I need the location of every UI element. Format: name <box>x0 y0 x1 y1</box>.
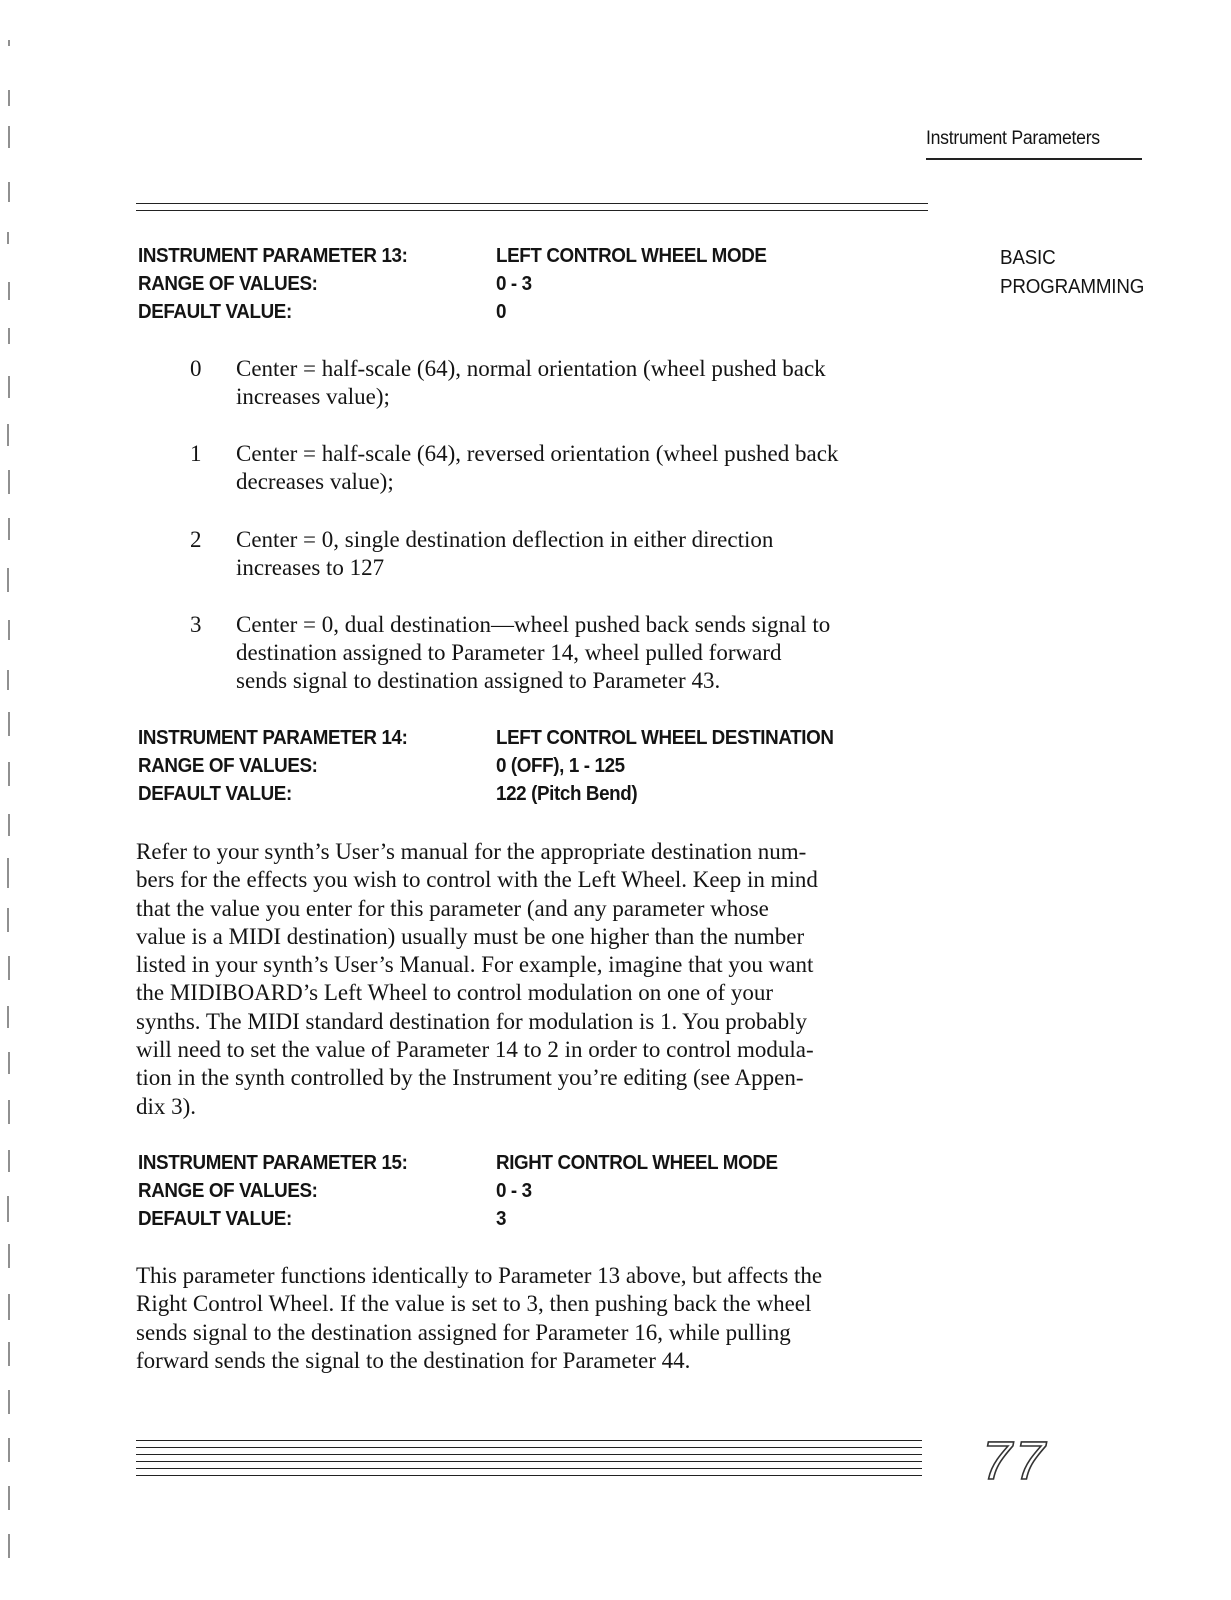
parameter-value: RIGHT CONTROL WHEEL MODE <box>496 1152 778 1174</box>
option-text-line: sends signal to destination assigned to Parameter 43. <box>236 668 721 693</box>
margin-scan-marks <box>0 0 40 1600</box>
parameter-label: DEFAULT VALUE: <box>138 301 292 323</box>
option-text <box>236 355 930 411</box>
parameter-value: 0 - 3 <box>496 273 532 295</box>
option-number: 2 <box>190 527 202 552</box>
top-rule-lower <box>136 210 928 211</box>
top-rule-upper <box>136 203 928 204</box>
parameter-14-description <box>136 838 936 1121</box>
option-number: 1 <box>190 441 202 466</box>
parameter-value: LEFT CONTROL WHEEL DESTINATION <box>496 727 834 749</box>
parameter-label: RANGE OF VALUES: <box>138 1180 318 1202</box>
parameter-value: 3 <box>496 1208 507 1230</box>
paragraph-line: Refer to your synth’s User’s manual for the appropriate destination num- <box>136 839 807 864</box>
sidebar-section-label <box>1000 244 1144 302</box>
paragraph-line: tion in the synth controlled by the Instrument you’re editing (see Appen- <box>136 1065 804 1091</box>
parameter-label: RANGE OF VALUES: <box>138 755 318 777</box>
footer-rule-1 <box>136 1440 922 1441</box>
parameter-value: 0 (OFF), 1 - 125 <box>496 755 625 777</box>
paragraph-line: bers for the effects you wish to control with the Left Wheel. Keep in mind <box>136 867 818 893</box>
parameter-label: INSTRUMENT PARAMETER 13: <box>138 245 408 267</box>
parameter-15-description <box>136 1262 936 1375</box>
paragraph-line: This parameter functions identically to Parameter 13 above, but affects the <box>136 1263 823 1288</box>
parameter-label: INSTRUMENT PARAMETER 14: <box>138 727 408 749</box>
paragraph-line: sends signal to the destination assigned for Parameter 16, while pulling <box>136 1319 791 1345</box>
parameter-label: DEFAULT VALUE: <box>138 1208 292 1230</box>
parameter-value: 122 (Pitch Bend) <box>496 783 638 805</box>
option-item-2 <box>190 526 930 582</box>
option-text-line: Center = 0, single destination deflection in either direction <box>236 527 774 552</box>
paragraph-line: dix 3). <box>136 1093 197 1119</box>
option-text-line: Center = half-scale (64), reversed orientation (wheel pushed back <box>236 441 839 466</box>
running-header-section-title: Instrument Parameters <box>926 128 1100 149</box>
option-text <box>236 440 930 496</box>
footer-rule-4 <box>136 1461 922 1462</box>
option-text-line: increases to 127 <box>236 555 385 580</box>
option-text <box>236 526 930 582</box>
option-item-1 <box>190 440 930 496</box>
option-text-line: destination assigned to Parameter 14, wheel pulled forward <box>236 640 782 665</box>
option-text-line: Center = half-scale (64), normal orientation (wheel pushed back <box>236 356 826 381</box>
parameter-label: INSTRUMENT PARAMETER 15: <box>138 1152 408 1174</box>
footer-rule-5 <box>136 1468 922 1469</box>
option-text-line: increases value); <box>236 384 390 409</box>
option-text-line: Center = 0, dual destination—wheel pushed back sends signal to <box>236 612 831 637</box>
footer-rule-3 <box>136 1454 922 1455</box>
header-underline <box>926 158 1142 160</box>
footer-rule-6 <box>136 1475 922 1476</box>
parameter-value: LEFT CONTROL WHEEL MODE <box>496 245 767 267</box>
sidebar-label-line-2: PROGRAMMING <box>1000 276 1145 298</box>
option-number: 3 <box>190 612 202 637</box>
option-item-0 <box>190 355 930 411</box>
paragraph-line: Right Control Wheel. If the value is set to 3, then pushing back the wheel <box>136 1291 812 1317</box>
sidebar-label-line-1: BASIC <box>1000 247 1056 269</box>
option-number: 0 <box>190 356 202 381</box>
page-number: 77 <box>982 1431 1049 1491</box>
parameter-label: DEFAULT VALUE: <box>138 783 292 805</box>
parameter-label: RANGE OF VALUES: <box>138 273 318 295</box>
option-text-line: decreases value); <box>236 469 394 494</box>
parameter-value: 0 - 3 <box>496 1180 532 1202</box>
parameter-value: 0 <box>496 301 507 323</box>
paragraph-line: listed in your synth’s User’s Manual. For example, imagine that you want <box>136 952 814 978</box>
paragraph-line: forward sends the signal to the destination for Parameter 44. <box>136 1347 691 1373</box>
paragraph-line: the MIDIBOARD’s Left Wheel to control modulation on one of your <box>136 980 774 1006</box>
paragraph-line: will need to set the value of Parameter 14 to 2 in order to control modula- <box>136 1037 814 1063</box>
footer-rule-2 <box>136 1447 922 1448</box>
option-text <box>236 611 930 695</box>
paragraph-line: that the value you enter for this parameter (and any parameter whose <box>136 895 769 921</box>
option-item-3 <box>190 611 930 695</box>
paragraph-line: value is a MIDI destination) usually must be one higher than the number <box>136 923 805 949</box>
paragraph-line: synths. The MIDI standard destination for modulation is 1. You probably <box>136 1008 807 1034</box>
